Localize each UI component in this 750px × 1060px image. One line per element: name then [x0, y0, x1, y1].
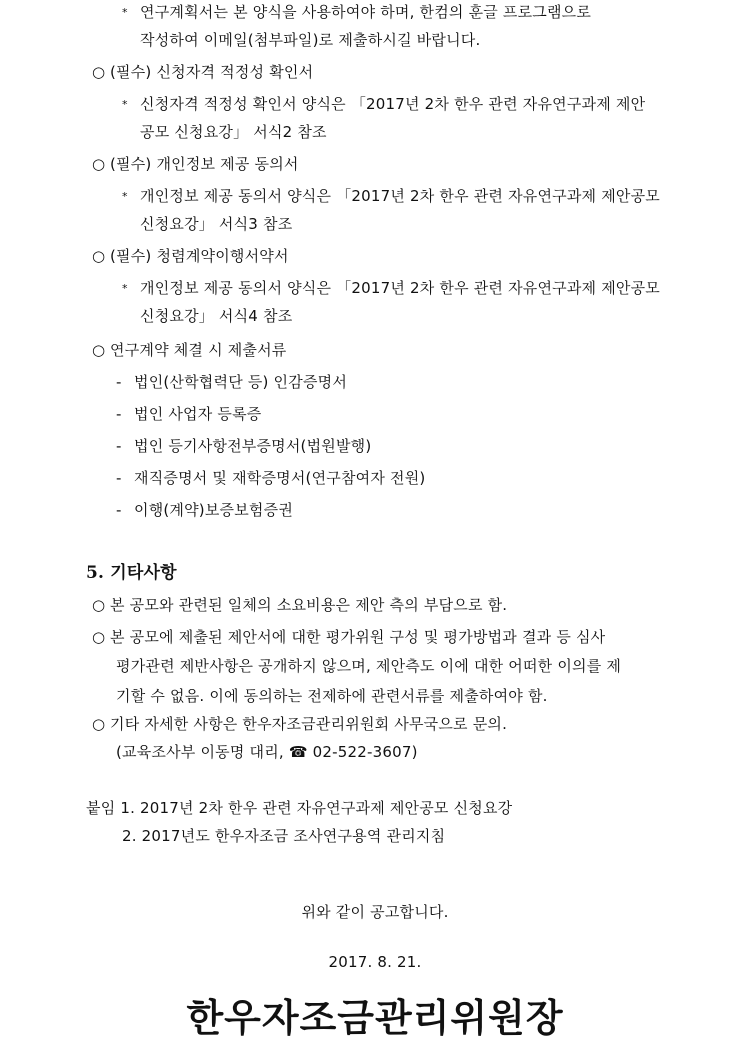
item-text: 평가관련 제반사항은 공개하지 않으며, 제안측도 이에 대한 어떠한 이의를 제: [116, 657, 622, 675]
announcement-closing: 위와 같이 공고합니다.: [301, 903, 449, 921]
item-text: 재직증명서 및 재학증명서(연구참여자 전원): [134, 469, 426, 487]
note-continuation: [140, 214, 292, 234]
circle-bullet-icon: ○: [92, 596, 106, 614]
item-text: 이행(계약)보증보험증권: [134, 501, 294, 519]
item-text: 법인(산학협력단 등) 인감증명서: [134, 373, 348, 391]
dash-list-item: [116, 468, 425, 488]
item-text: 연구계약 체결 시 제출서류: [110, 341, 287, 359]
issuer-title: 한우자조금관리위원장: [186, 995, 564, 1040]
item-text: 법인 사업자 등록증: [134, 405, 262, 423]
note-text: 개인정보 제공 동의서 양식은 「2017년 2차 한우 관련 자유연구과제 제안공모: [140, 187, 660, 205]
attachment-line: [86, 798, 512, 818]
dash-mark: -: [116, 405, 122, 423]
note-text: 공모 신청요강」 서식2 참조: [140, 123, 327, 141]
dash-list-item: [116, 372, 347, 392]
required-item: [92, 154, 299, 174]
contact-line: [116, 742, 418, 762]
item-text: 기할 수 없음. 이에 동의하는 전제하에 관련서류를 제출하여야 함.: [116, 687, 548, 705]
circle-bullet-icon: ○: [92, 628, 106, 646]
note-line: [122, 186, 660, 208]
item-text: (필수) 청렴계약이행서약서: [110, 247, 289, 265]
note-continuation: [140, 122, 327, 142]
note-line: [122, 278, 660, 300]
dash-mark: -: [116, 501, 122, 519]
note-text: 연구계획서는 본 양식을 사용하여야 하며, 한컴의 훈글 프로그램으로: [140, 3, 592, 21]
dash-list-item: [116, 500, 293, 520]
dash-mark: -: [116, 373, 122, 391]
misc-item: [92, 595, 507, 615]
dash-list-item: [116, 404, 261, 424]
dash-mark: -: [116, 437, 122, 455]
dash-mark: -: [116, 469, 122, 487]
asterisk-mark: *: [122, 190, 128, 203]
misc-item: [92, 627, 605, 647]
note-line: [122, 94, 645, 116]
item-text: (필수) 개인정보 제공 동의서: [110, 155, 299, 173]
note-text: 작성하여 이메일(첨부파일)로 제출하시길 바랍니다.: [140, 31, 481, 49]
required-item: [92, 62, 313, 82]
note-text: 신청요강」 서식4 참조: [140, 307, 293, 325]
misc-continuation: [116, 686, 548, 706]
item-text: 본 공모와 관련된 일체의 소요비용은 제안 측의 부담으로 함.: [110, 596, 508, 614]
misc-item: [92, 714, 507, 734]
note-line: [122, 2, 591, 24]
note-continuation: [140, 30, 480, 50]
circle-bullet-icon: ○: [92, 247, 106, 265]
note-continuation: [140, 306, 292, 326]
contact-text: (교육조사부 이동명 대리, ☎ 02-522-3607): [116, 743, 418, 761]
note-text: 개인정보 제공 동의서 양식은 「2017년 2차 한우 관련 자유연구과제 제안공모: [140, 279, 660, 297]
circle-bullet-icon: ○: [92, 715, 106, 733]
note-text: 신청자격 적정성 확인서 양식은 「2017년 2차 한우 관련 자유연구과제 제안: [140, 95, 646, 113]
item-text: 법인 등기사항전부증명서(법원발행): [134, 437, 372, 455]
section-heading: 5. 기타사항: [86, 563, 177, 583]
asterisk-mark: *: [122, 6, 128, 19]
attachment-line: [122, 826, 445, 846]
circle-bullet-icon: ○: [92, 341, 106, 359]
circle-bullet-icon: ○: [92, 155, 106, 173]
asterisk-mark: *: [122, 98, 128, 111]
item-text: 본 공모에 제출된 제안서에 대한 평가위원 구성 및 평가방법과 결과 등 심사: [110, 628, 606, 646]
dash-list-item: [116, 436, 371, 456]
item-text: (필수) 신청자격 적정성 확인서: [110, 63, 314, 81]
item-text: 기타 자세한 사항은 한우자조금관리위원회 사무국으로 문의.: [110, 715, 508, 733]
circle-bullet-icon: ○: [92, 63, 106, 81]
attachment-text: 2. 2017년도 한우자조금 조사연구용역 관리지침: [122, 827, 446, 845]
attachment-text: 붙임 1. 2017년 2차 한우 관련 자유연구과제 제안공모 신청요강: [86, 799, 513, 817]
note-text: 신청요강」 서식3 참조: [140, 215, 293, 233]
misc-continuation: [116, 656, 621, 676]
required-item: [92, 246, 289, 266]
contract-documents-item: [92, 340, 287, 360]
asterisk-mark: *: [122, 282, 128, 295]
announcement-date: 2017. 8. 21.: [328, 953, 422, 971]
